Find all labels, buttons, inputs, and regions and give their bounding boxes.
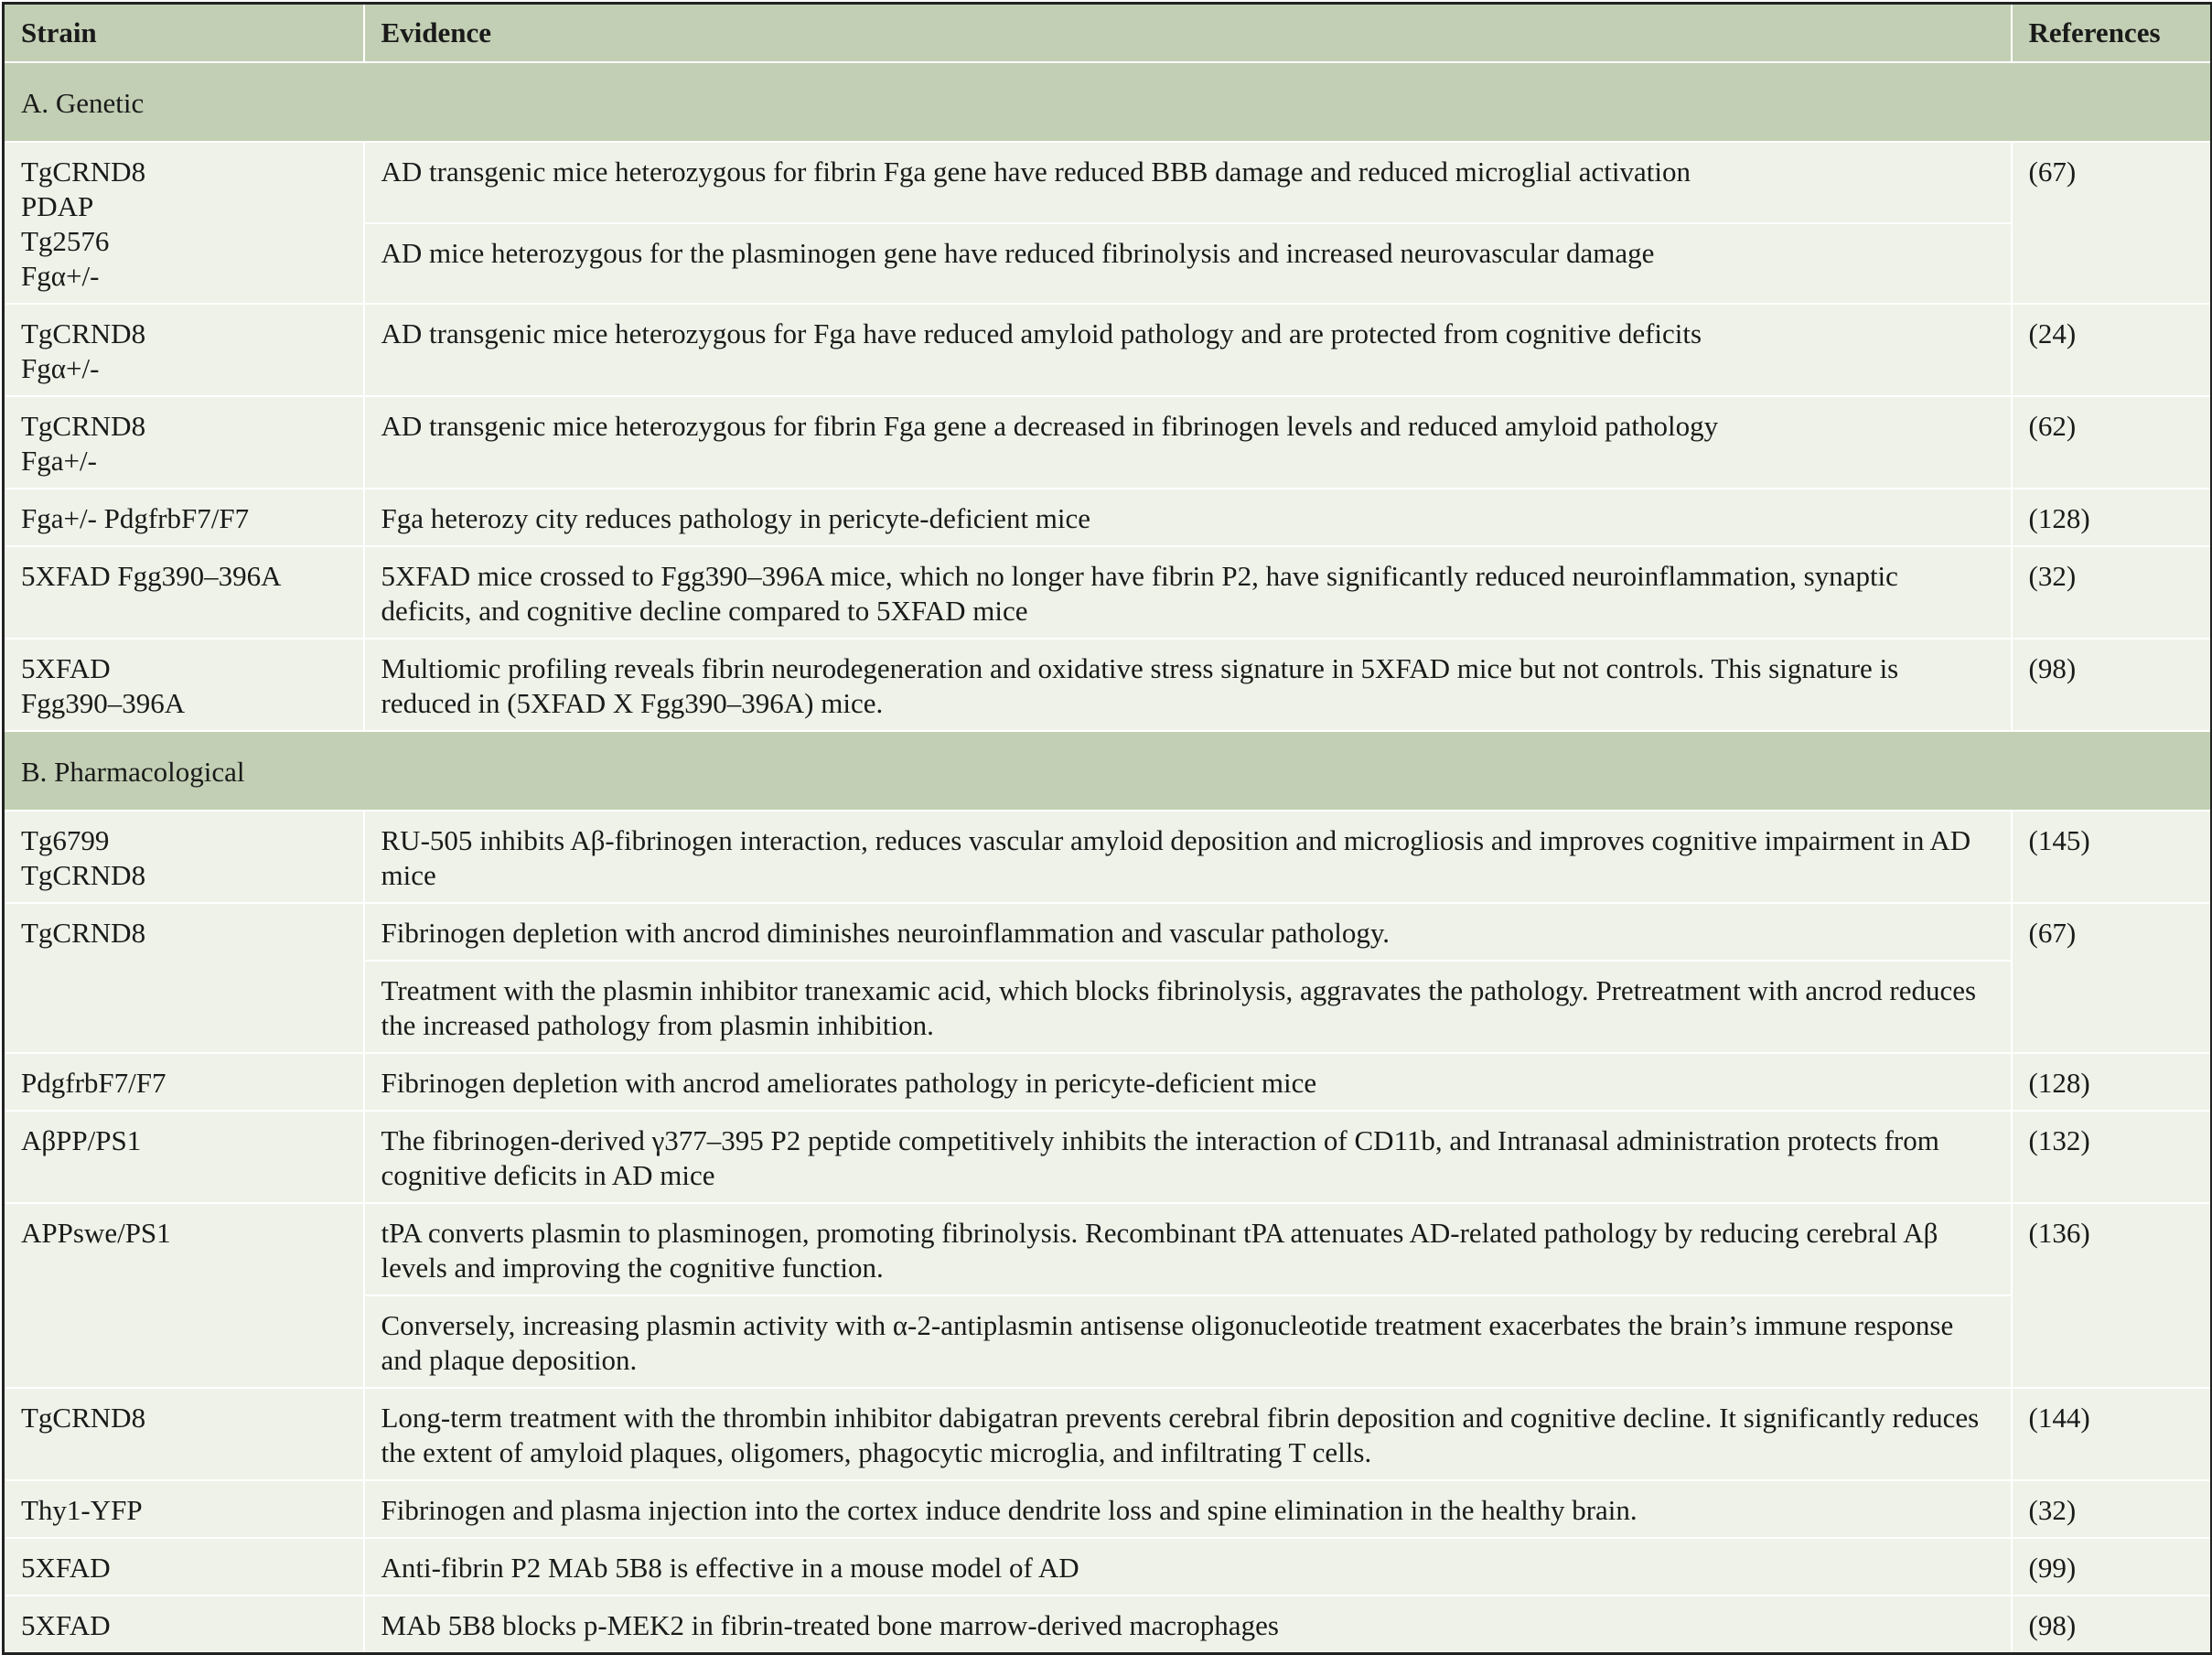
- evidence-cell: AD transgenic mice heterozygous for fibrin Fga gene have reduced BBB damage and reduced microglial activation: [364, 142, 2012, 223]
- table-row: [4, 1111, 2212, 1203]
- strain-line: Tg6799: [21, 824, 110, 856]
- strain-cell: [4, 396, 364, 489]
- evidence-cell: 5XFAD mice crossed to Fgg390–396A mice, which no longer have fibrin P2, have significantly reduced neuroinflammation, synaptic deficits, and cognitive decline compared to 5XFAD mice: [364, 546, 2012, 639]
- reference-cell: (32): [2012, 1480, 2212, 1538]
- table-row: [4, 903, 2212, 961]
- header-strain: Strain: [4, 4, 364, 63]
- evidence-table: [2, 2, 2212, 1655]
- reference-cell: (128): [2012, 489, 2212, 546]
- strain-line: TgCRND8: [21, 859, 146, 891]
- table-row: [4, 396, 2212, 489]
- reference-cell: (144): [2012, 1388, 2212, 1480]
- reference-cell: (67): [2012, 903, 2212, 1053]
- table-row: [4, 1053, 2212, 1111]
- strain-cell: [4, 903, 364, 1053]
- strain-cell: [4, 639, 364, 731]
- evidence-cell: Fga heterozy city reduces pathology in pericyte-deficient mice: [364, 489, 2012, 546]
- strain-cell: [4, 1480, 364, 1538]
- strain-line: TgCRND8: [21, 917, 146, 949]
- evidence-cell: MAb 5B8 blocks p-MEK2 in fibrin-treated bone marrow-derived macrophages: [364, 1596, 2012, 1654]
- table-row: [4, 1596, 2212, 1654]
- strain-line: AβPP/PS1: [21, 1124, 142, 1156]
- strain-line: Tg2576: [21, 225, 110, 257]
- reference-cell: (32): [2012, 546, 2212, 639]
- evidence-cell: AD transgenic mice heterozygous for fibrin Fga gene a decreased in fibrinogen levels and reduced amyloid pathology: [364, 396, 2012, 489]
- reference-cell: (128): [2012, 1053, 2212, 1111]
- section-row: [4, 62, 2212, 142]
- strain-cell: [4, 304, 364, 396]
- strain-line: 5XFAD: [21, 652, 111, 684]
- strain-cell: [4, 546, 364, 639]
- reference-cell: (24): [2012, 304, 2212, 396]
- strain-cell: [4, 142, 364, 304]
- evidence-cell: Fibrinogen depletion with ancrod ameliorates pathology in pericyte-deficient mice: [364, 1053, 2012, 1111]
- strain-line: PDAP: [21, 190, 94, 222]
- table-row: [4, 546, 2212, 639]
- strain-line: Fgg390–396A: [21, 687, 186, 719]
- strain-line: TgCRND8: [21, 410, 146, 442]
- strain-line: Fgα+/-: [21, 352, 100, 384]
- table-row: [4, 304, 2212, 396]
- evidence-cell: RU-505 inhibits Aβ-fibrinogen interaction, reduces vascular amyloid deposition and microgliosis and improves cognitive impairment in AD mice: [364, 811, 2012, 903]
- strain-cell: [4, 1538, 364, 1596]
- evidence-cell: Long-term treatment with the thrombin inhibitor dabigatran prevents cerebral fibrin deposition and cognitive decline. It significantly reduces the extent of amyloid plaques, oligomers, phagocytic microglia, and infiltrating T cells.: [364, 1388, 2012, 1480]
- section-row: [4, 731, 2212, 811]
- table-row: [4, 1480, 2212, 1538]
- header-row: [4, 4, 2212, 63]
- strain-line: TgCRND8: [21, 156, 146, 188]
- evidence-cell: Conversely, increasing plasmin activity with α-2-antiplasmin antisense oligonucleotide treatment exacerbates the brain’s immune response and plaque deposition.: [364, 1295, 2012, 1388]
- evidence-cell: Fibrinogen depletion with ancrod diminishes neuroinflammation and vascular pathology.: [364, 903, 2012, 961]
- table-row: [4, 1388, 2212, 1480]
- table-row: [4, 639, 2212, 731]
- strain-cell: [4, 1388, 364, 1480]
- evidence-cell: Fibrinogen and plasma injection into the cortex induce dendrite loss and spine elimination in the healthy brain.: [364, 1480, 2012, 1538]
- reference-cell: (62): [2012, 396, 2212, 489]
- evidence-cell: AD mice heterozygous for the plasminogen gene have reduced fibrinolysis and increased neurovascular damage: [364, 223, 2012, 305]
- header-references: References: [2012, 4, 2212, 63]
- strain-line: Thy1-YFP: [21, 1494, 143, 1526]
- table-row: [4, 1203, 2212, 1295]
- strain-line: TgCRND8: [21, 317, 146, 349]
- strain-cell: [4, 1203, 364, 1388]
- evidence-cell: Multiomic profiling reveals fibrin neurodegeneration and oxidative stress signature in 5XFAD mice but not controls. This signature is reduced in (5XFAD X Fgg390–396A) mice.: [364, 639, 2012, 731]
- reference-cell: (67): [2012, 142, 2212, 304]
- reference-cell: (99): [2012, 1538, 2212, 1596]
- table-row: [4, 811, 2212, 903]
- strain-cell: [4, 489, 364, 546]
- strain-line: Fga+/- PdgfrbF7/F7: [21, 502, 250, 534]
- strain-line: TgCRND8: [21, 1402, 146, 1434]
- strain-line: 5XFAD: [21, 1552, 111, 1584]
- evidence-cell: tPA converts plasmin to plasminogen, promoting fibrinolysis. Recombinant tPA attenuates AD-related pathology by reducing cerebral Aβ levels and improving the cognitive function.: [364, 1203, 2012, 1295]
- strain-line: Fga+/-: [21, 445, 97, 477]
- strain-cell: [4, 1596, 364, 1654]
- evidence-cell: The fibrinogen-derived γ377–395 P2 peptide competitively inhibits the interaction of CD11b, and Intranasal administration protects from cognitive deficits in AD mice: [364, 1111, 2012, 1203]
- evidence-cell: Anti-fibrin P2 MAb 5B8 is effective in a mouse model of AD: [364, 1538, 2012, 1596]
- table-row: [4, 1538, 2212, 1596]
- strain-line: Fgα+/-: [21, 260, 100, 292]
- strain-cell: [4, 811, 364, 903]
- table-row: [4, 489, 2212, 546]
- reference-cell: (98): [2012, 639, 2212, 731]
- evidence-cell: AD transgenic mice heterozygous for Fga have reduced amyloid pathology and are protected from cognitive deficits: [364, 304, 2012, 396]
- table-row: [4, 142, 2212, 223]
- reference-cell: (145): [2012, 811, 2212, 903]
- reference-cell: (136): [2012, 1203, 2212, 1388]
- header-evidence: Evidence: [364, 4, 2012, 63]
- strain-line: PdgfrbF7/F7: [21, 1067, 166, 1099]
- strain-cell: [4, 1053, 364, 1111]
- strain-line: 5XFAD Fgg390–396A: [21, 560, 282, 592]
- section-title: A. Genetic: [4, 62, 2212, 142]
- reference-cell: (98): [2012, 1596, 2212, 1654]
- strain-line: APPswe/PS1: [21, 1217, 171, 1249]
- strain-line: 5XFAD: [21, 1609, 111, 1641]
- evidence-cell: Treatment with the plasmin inhibitor tranexamic acid, which blocks fibrinolysis, aggravates the pathology. Pretreatment with ancrod reduces the increased pathology from plasmin inhibition.: [364, 961, 2012, 1053]
- table-body: [4, 62, 2212, 1654]
- strain-cell: [4, 1111, 364, 1203]
- reference-cell: (132): [2012, 1111, 2212, 1203]
- section-title: B. Pharmacological: [4, 731, 2212, 811]
